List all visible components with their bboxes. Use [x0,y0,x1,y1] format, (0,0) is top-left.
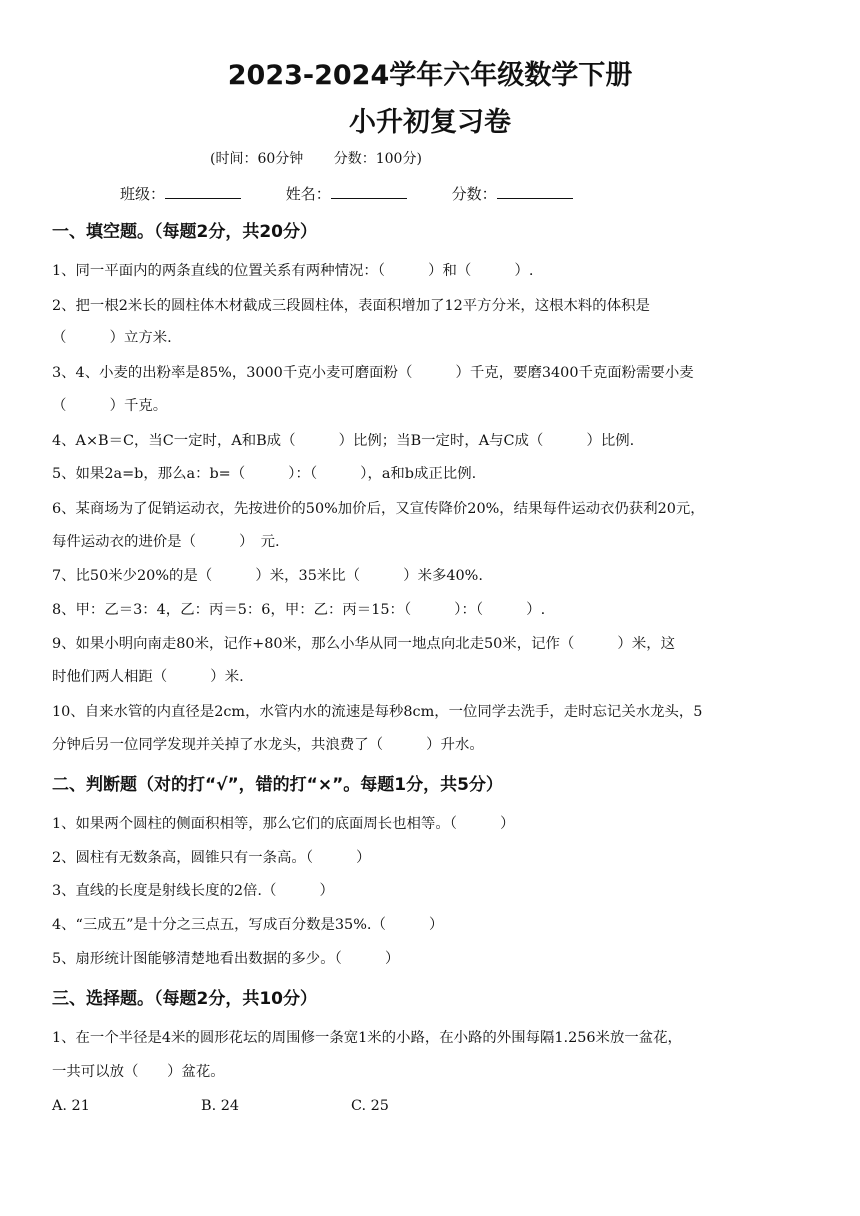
exam-meta [210,148,422,170]
question-line: 8、甲：乙＝3：4，乙：丙＝5：6，甲：乙：丙＝15：（ ）：（ ）. [52,602,546,618]
time-info: (时间：60分钟 [210,151,304,167]
option-a[interactable]: A. 21 [52,1098,90,1114]
question-line: 1、在一个半径是4米的圆形花坛的周围修一条宽1米的小路，在小路的外围每隔1.256米放一盆花， [52,1030,682,1046]
class-field[interactable] [120,182,241,206]
score-field[interactable] [452,182,573,206]
question-line: 1、如果两个圆柱的侧面积相等，那么它们的底面周长也相等。（ ） [52,816,515,832]
question-line: （ ）千克。 [52,398,168,414]
question-line: 5、扇形统计图能够清楚地看出数据的多少。（ ） [52,951,400,967]
class-blank[interactable] [165,184,241,199]
score-blank[interactable] [497,184,573,199]
question-line: （ ）立方米. [52,330,172,346]
section3-heading: 三、选择题。（每题2分，共10分） [52,989,317,1009]
question-line: 2、把一根2米长的圆柱体木材截成三段圆柱体，表面积增加了12平方分米，这根木料的体积是 [52,298,650,314]
exam-subtitle: 小升初复习卷 [349,107,511,138]
class-label: 班级： [120,185,166,203]
name-label: 姓名： [285,185,331,203]
section1-heading: 一、填空题。（每题2分，共20分） [52,222,317,242]
question-line: 分钟后另一位同学发现并关掉了水龙头，共浪费了（ ）升水。 [52,737,484,753]
question-line: 4、A×B＝C，当C一定时，A和B成（ ）比例；当B一定时，A与C成（ ）比例. [52,433,635,449]
question-line: 一共可以放（ ）盆花。 [52,1064,225,1080]
score-label: 分数： [451,185,497,203]
option-c[interactable]: C. 25 [351,1098,389,1114]
section2-heading: 二、判断题（对的打“√”，错的打“×”。每题1分，共5分） [52,775,503,795]
question-line: 每件运动衣的进价是（ ） 元. [52,534,280,550]
question-line: 3、直线的长度是射线长度的2倍.（ ） [52,883,334,899]
exam-title: 2023-2024学年六年级数学下册 [227,60,633,91]
score-info: 分数：100分) [333,151,422,167]
question-line: 6、某商场为了促销运动衣，先按进价的50%加价后，又宣传降价20%，结果每件运动衣仍获利20元， [52,501,705,517]
question-line: 4、“三成五”是十分之三点五，写成百分数是35%.（ ） [52,917,444,933]
question-line: 3、4、小麦的出粉率是85%，3000千克小麦可磨面粉（ ）千克，要磨3400千克面粉需要小麦 [52,365,694,381]
question-line: 2、圆柱有无数条高，圆锥只有一条高。（ ） [52,850,371,866]
option-b[interactable]: B. 24 [201,1098,240,1114]
question-line: 10、自来水管的内直径是2cm，水管内水的流速是每秒8cm，一位同学去洗手，走时忘记关水龙头，5 [52,704,703,720]
name-field[interactable] [286,182,407,206]
question-line: 1、同一平面内的两条直线的位置关系有两种情况：（ ）和（ ）. [52,263,534,279]
question-line: 7、比50米少20%的是（ ）米，35米比（ ）米多40%. [52,568,483,584]
student-fields [120,182,613,206]
question-line: 时他们两人相距（ ）米. [52,669,244,685]
question-line: 9、如果小明向南走80米，记作+80米，那么小华从同一地点向北走50米，记作（ ）米，这 [52,636,675,652]
question-line: 5、如果2a=b，那么a：b=（ ）：（ ），a和b成正比例. [52,466,477,482]
name-blank[interactable] [331,184,407,199]
